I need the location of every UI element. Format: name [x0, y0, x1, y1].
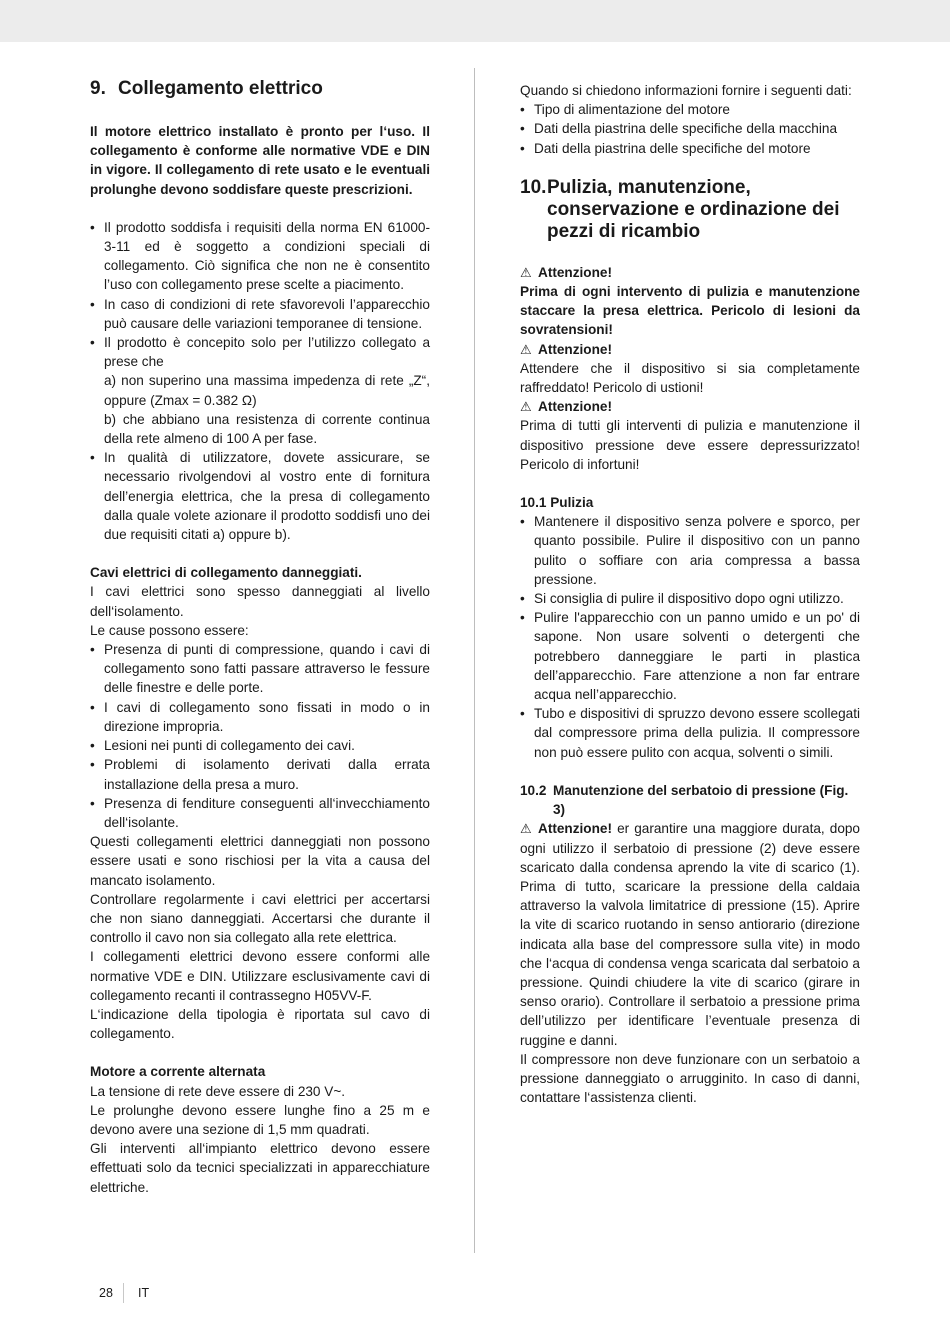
warning-2-text: Attendere che il dispositivo si sia completamente raffreddato! Pericolo di ustioni! — [520, 360, 860, 396]
list-item: • Presenza di punti di compressione, quando i cavi di collegamento sono fatti passare attraverso le fessure delle finestre e delle porte. — [90, 640, 430, 698]
list-item: • Si consiglia di pulire il dispositivo dopo ogni utilizzo. — [520, 589, 860, 608]
section-9-heading — [90, 78, 430, 100]
list-item: • Dati della piastrina delle specifiche della macchina — [520, 119, 860, 138]
right-column — [520, 81, 860, 1107]
column-divider — [474, 68, 475, 1253]
warning-2-label: ⚠ Attenzione! — [520, 340, 860, 359]
section-10-title: Pulizia, manutenzione, conservazione e ordinazione dei pezzi di ricambio — [547, 176, 840, 242]
list-item — [90, 333, 430, 448]
requirement-a: a) non superino una massima impedenza di rete „Z“, oppure (Zmax = 0.382 Ω) — [104, 373, 430, 408]
warning-icon: ⚠ — [520, 341, 532, 357]
tank-section-title: Manutenzione del serbatoio di pressione (Fig. 3) — [553, 782, 849, 818]
list-item: • Dati della piastrina delle specifiche del motore — [520, 139, 860, 158]
info-intro: Quando si chiedono informazioni fornire i seguenti dati: — [520, 83, 852, 98]
paragraph: Gli interventi all‘impianto elettrico devono essere effettuati solo da tecnici specializzati in apparecchiature elettriche. — [90, 1141, 430, 1195]
list-item: • Il prodotto soddisfa i requisiti della norma EN 61000-3-11 ed è soggetto a condizioni speciali di collegamento. Ciò significa che non ne è consentito l’uso con collegamento prese scelte a piacimento. — [90, 218, 430, 295]
ac-motor-heading: Motore a corrente alternata — [90, 1064, 266, 1080]
cleaning-list — [520, 512, 860, 762]
tank-maintenance-text-2: Il compressore non deve funzionare con un serbatoio a pressione danneggiato o arrugginito. In caso di danni, contattare l‘assistenza clienti. — [520, 1051, 860, 1106]
list-item: • In caso di condizioni di rete sfavorevoli l’apparecchio può causare delle variazioni temporanee di tensione. — [90, 295, 430, 333]
warning-3-label: ⚠ Attenzione! — [520, 397, 860, 416]
footer-separator — [123, 1283, 124, 1303]
cleaning-heading: 10.1 Pulizia — [520, 495, 594, 511]
language-code: IT — [138, 1286, 150, 1300]
damaged-cables-intro: I cavi elettrici sono spesso danneggiati al livello dell‘isolamento. — [90, 584, 430, 619]
requirement-b: b) che abbiano una resistenza di corrente continua della rete almeno di 100 A per fase. — [104, 411, 430, 447]
list-item: • Problemi di isolamento derivati dalla errata installazione della presa a muro. — [90, 755, 430, 793]
paragraph: L‘indicazione della tipologia è riportata sul cavo di collegamento. — [90, 1006, 430, 1042]
warning-icon: ⚠ — [520, 264, 532, 280]
list-item: • Presenza di fenditure conseguenti all‘invecchiamento dell‘isolante. — [90, 794, 430, 832]
paragraph: Questi collegamenti elettrici danneggiati non possono essere usati e sono rischiosi per la vita a causa del mancato isolamento. — [90, 834, 430, 888]
list-item: • Tipo di alimentazione del motore — [520, 100, 860, 119]
causes-list — [90, 640, 430, 832]
damaged-cables-heading: Cavi elettrici di collegamento danneggiati. — [90, 565, 362, 581]
warning-icon: ⚠ — [520, 399, 532, 415]
warning-1-label: ⚠ Attenzione! — [520, 263, 860, 282]
list-item: • I cavi di collegamento sono fissati in modo o in direzione impropria. — [90, 698, 430, 736]
section-10-heading — [520, 177, 860, 243]
section-9-number: 9. — [90, 78, 106, 99]
page-number: 28 — [99, 1286, 113, 1300]
tank-section-number: 10.2 — [520, 782, 547, 798]
list-item-text: Il prodotto è concepito solo per l’utilizzo collegato a prese che — [104, 335, 430, 370]
warning-1-text: Prima di ogni intervento di pulizia e manutenzione staccare la presa elettrica. Pericolo di lesioni da sovratensioni! — [520, 284, 860, 338]
top-band — [0, 0, 950, 42]
list-item: • In qualità di utilizzatore, dovete assicurare, se necessario rivolgendovi al vostro ente di fornitura dell’energia elettrica, che la presa di collegamento dalla quale volete azionare il prodotto soddisfi uno dei due requisiti citati a) oppure b). — [90, 448, 430, 544]
section-10-number: 10. — [520, 176, 547, 198]
causes-intro: Le cause possono essere: — [90, 622, 249, 638]
info-list — [520, 100, 860, 158]
section-9-lead: Il motore elettrico installato è pronto per l‘uso. Il collegamento è conforme alle normative VDE e DIN in vigore. Il collegamento di rete usato e le eventuali prolunghe devono soddisfare queste prescrizioni. — [90, 124, 430, 197]
list-item: • Lesioni nei punti di collegamento dei cavi. — [90, 736, 430, 755]
list-item: • Pulire l'apparecchio con un panno umido e un po' di sapone. Non usare solventi o detergenti che potrebbero danneggiare le parti in plastica dell’apparecchio. Fare attenzione a non far entrare acqua nell’apparecchio. — [520, 608, 860, 704]
tank-maintenance-text: ⚠ Attenzione! er garantire una maggiore durata, dopo ogni utilizzo il serbatoio di pressione (2) deve essere scaricato dalla condensa aprendo la vite di scarico (1). Prima di tutto, scaricare la pressione della caldaia attraverso la valvola limitatrice di pressione (15). Aprire la vite di scarico ruotando in senso antiorario (direzione indicata alla base del compressore sulla vite) in modo che l‘acqua di condensa venga scaricata dal serbatoio a pressione. Quindi chiudere la vite di scarico (girare in senso orario). Controllare il serbatoio a pressione prima dell’utilizzo per identificare l’eventuale presenza di ruggine e danni. — [520, 821, 860, 1048]
warning-3-text: Prima di tutti gli interventi di pulizia e manutenzione il dispositivo pressione deve essere depressurizzato! Pericolo di infortuni! — [520, 418, 860, 472]
warning-icon: ⚠ — [520, 821, 532, 837]
requirements-list — [90, 218, 430, 544]
paragraph: I collegamenti elettrici devono essere conformi alle normative VDE e DIN. Utilizzare esclusivamente cavi di collegamento recanti il contrassegno H05VV-F. — [90, 949, 430, 1003]
section-9-title: Collegamento elettrico — [118, 78, 323, 99]
paragraph: Le prolunghe devono essere lunghe fino a 25 m e devono avere una sezione di 1,5 mm quadrati. — [90, 1102, 430, 1137]
list-item: • Mantenere il dispositivo senza polvere e sporco, per quanto possibile. Pulire il dispositivo con un panno pulito o soffiare con aria compressa a bassa pressione. — [520, 512, 860, 589]
paragraph: Controllare regolarmente i cavi elettrici per accertarsi che non siano danneggiati. Accertarsi che durante il controllo il cavo non sia collegato alla rete elettrica. — [90, 891, 430, 946]
tank-maintenance-heading — [520, 781, 860, 819]
list-item: • Tubo e dispositivi di spruzzo devono essere scollegati dal compressore prima della pulizia. Il compressore non può essere pulito con acqua, solventi o simili. — [520, 704, 860, 762]
page-footer — [99, 1283, 149, 1303]
paragraph: La tensione di rete deve essere di 230 V~. — [90, 1083, 346, 1099]
left-column — [90, 78, 430, 1197]
